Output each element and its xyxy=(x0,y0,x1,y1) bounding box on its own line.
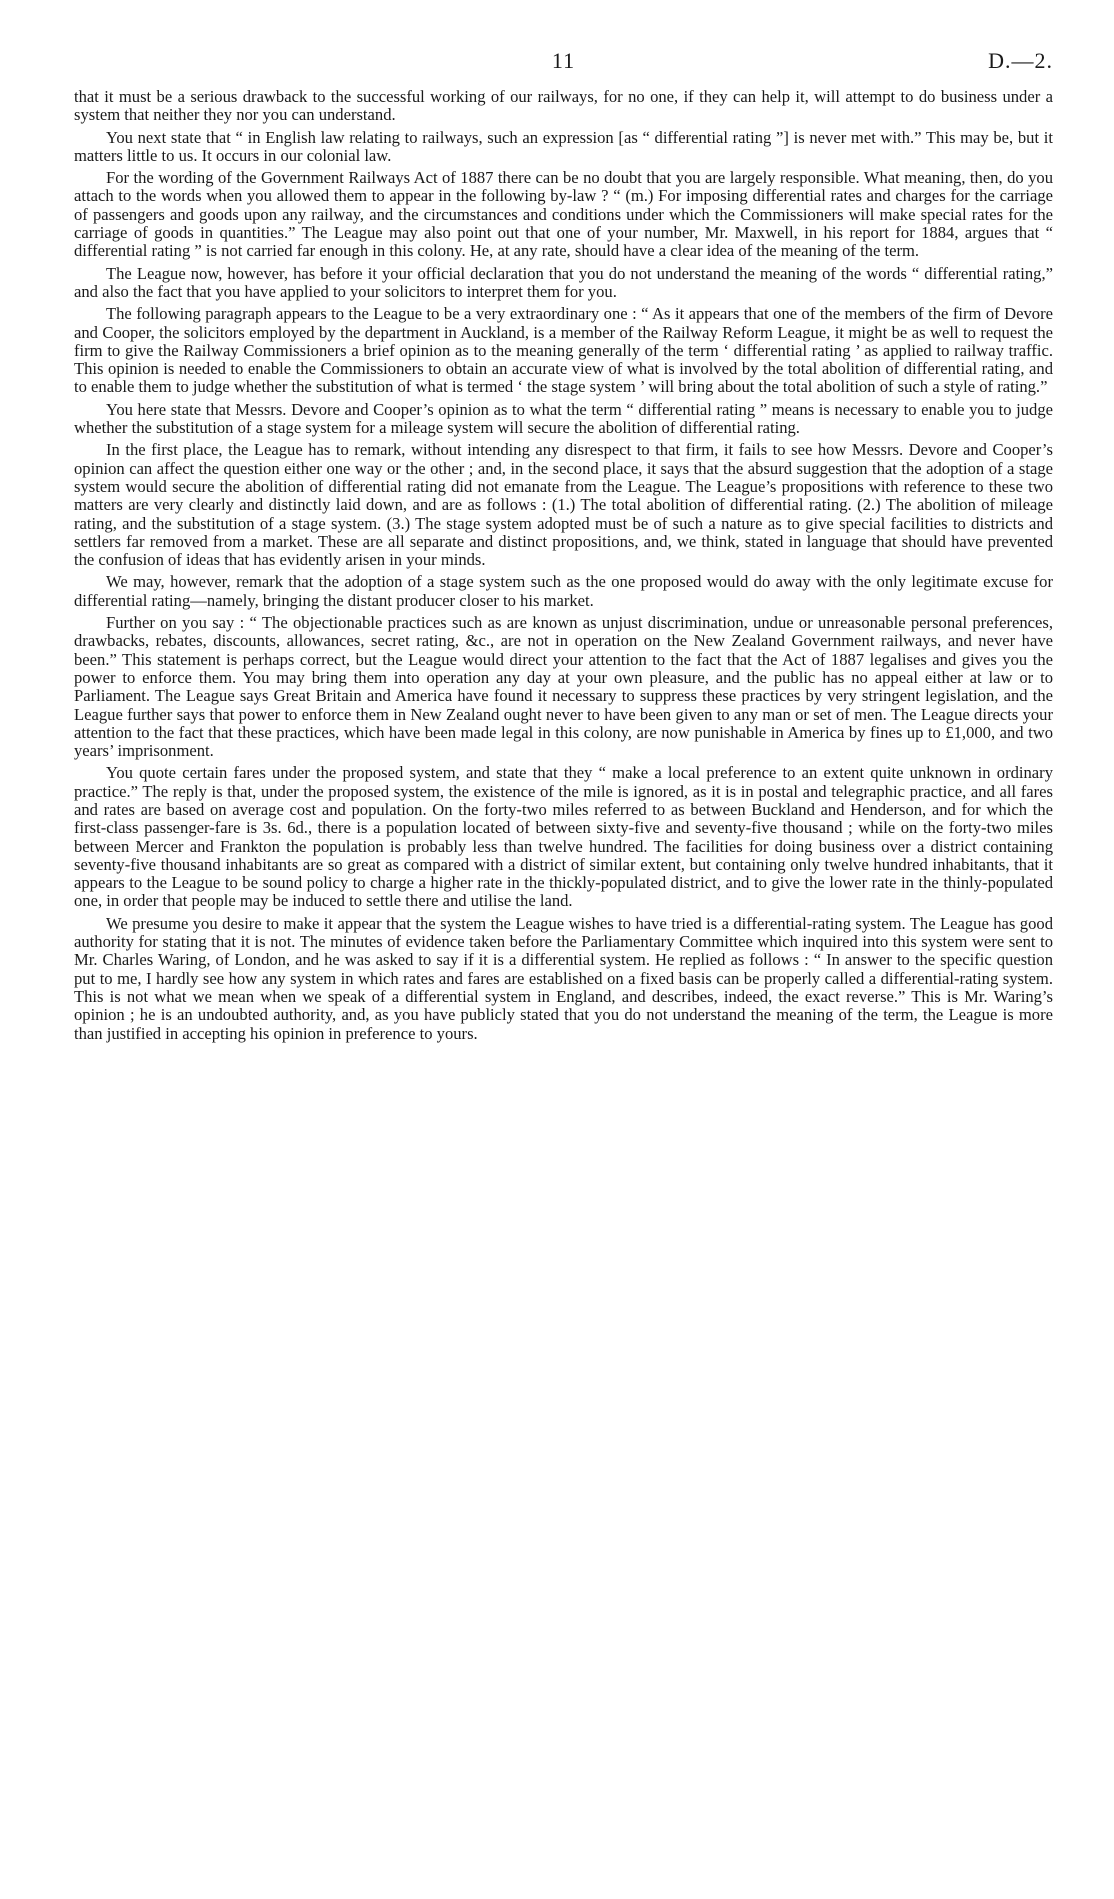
document-reference: D.—2. xyxy=(988,48,1053,73)
page-header xyxy=(74,48,1053,88)
paragraph: You quote certain fares under the proposed system, and state that they “ make a local preference to an extent quite unknown in ordinary practice.” The reply is that, under the proposed system, the existence of the mile is ignored, as it is in postal and telegraphic practice, and all fares and rates are based on average cost and population. On the forty-two miles referred to as between Buckland and Henderson, and for which the first-class passenger-fare is 3s. 6d., there is a population located of between sixty-five and seventy-five thousand ; while on the forty-two miles between Mercer and Frankton the population is probably less than twelve hundred. The facilities for doing business over a district containing seventy-five thousand inhabitants are so great as compared with a district of similar extent, but containing only twelve hundred inhabitants, that it appears to the League to be sound policy to charge a higher rate in the thickly-populated district, and to give the lower rate in the thinly-populated one, in order that people may be induced to settle there and utilise the land. xyxy=(74,763,1053,911)
paragraph: Further on you say : “ The objectionable practices such as are known as unjust discrimination, undue or unreasonable personal preferences, drawbacks, rebates, discounts, allowances, secret rating, &c., are not in operation on the New Zealand Government railways, and never have been.” This statement is perhaps correct, but the League would direct your attention to the fact that the Act of 1887 legalises and gives you the power to enforce them. You may bring them into operation any day at your own pleasure, and the public has no appeal either at law or to Parliament. The League says Great Britain and America have found it necessary to suppress these practices by very stringent legislation, and the League further says that power to enforce them in New Zealand ought never to have been given to any man or set of men. The League directs your attention to the fact that these practices, which have been made legal in this colony, are now punishable in America by fines up to £1,000, and two years’ imprisonment. xyxy=(74,613,1053,761)
body-text xyxy=(74,88,1053,1043)
paragraph: In the first place, the League has to remark, without intending any disrespect to that firm, it fails to see how Messrs. Devore and Cooper’s opinion can affect the question either one way or the other ; and, in the second place, it says that the absurd suggestion that the adoption of a stage system would secure the abolition of differential rating did not emanate from the League. The League’s propositions with reference to these two matters are very clearly and distinctly laid down, and are as follows : (1.) The total abolition of differential rating. (2.) The abolition of mileage rating, and the substitution of a stage system. (3.) The stage system adopted must be of such a nature as to give special facilities to districts and settlers far removed from a market. These are all separate and distinct propositions, and, we think, stated in language that should have prevented the confusion of ideas that has evidently arisen in your minds. xyxy=(74,440,1053,570)
paragraph: The League now, however, has before it your official declaration that you do not understand the meaning of the words “ differential rating,” and also the fact that you have applied to your solicitors to interpret them for you. xyxy=(74,263,1053,301)
paragraph: We may, however, remark that the adoption of a stage system such as the one proposed would do away with the only legitimate excuse for differential rating—namely, bringing the distant producer closer to his market. xyxy=(74,572,1053,610)
paragraph: You next state that “ in English law relating to railways, such an expression [as “ differential rating ”] is never met with.” This may be, but it matters little to us. It occurs in our colonial law. xyxy=(74,127,1053,165)
paragraph: The following paragraph appears to the League to be a very extraordinary one : “ As it appears that one of the members of the firm of Devore and Cooper, the solicitors employed by the department in Auckland, is a member of the Railway Reform League, it might be as well to request the firm to give the Railway Commissioners a brief opinion as to the meaning generally of the term ‘ differential rating ’ as applied to railway traffic. This opinion is needed to enable the Commissioners to obtain an accurate view of what is involved by the total abolition of differential rating, and to enable them to judge whether the substitution of what is termed ‘ the stage system ’ will bring about the total abolition of such a style of rating.” xyxy=(74,304,1053,397)
paragraph: that it must be a serious drawback to the successful working of our railways, for no one, if they can help it, will attempt to do business under a system that neither they nor you can understand. xyxy=(74,87,1053,125)
paragraph: For the wording of the Government Railways Act of 1887 there can be no doubt that you are largely responsible. What meaning, then, do you attach to the words when you allowed them to appear in the following by-law ? “ (m.) For imposing differential rates and charges for the carriage of passengers and goods upon any railway, and the circumstances and conditions under which the Commissioners will make special rates for the carriage of goods in quantities.” The League may also point out that one of your number, Mr. Maxwell, in his report for 1884, argues that “ differential rating ” is not carried far enough in this colony. He, at any rate, should have a clear idea of the meaning of the term. xyxy=(74,168,1053,261)
document-page xyxy=(74,48,1053,1047)
paragraph: We presume you desire to make it appear that the system the League wishes to have tried is a differential-rating system. The League has good authority for stating that it is not. The minutes of evidence taken before the Parliamentary Committee which inquired into this system were sent to Mr. Charles Waring, of London, and he was asked to say if it is a differential system. He replied as follows : “ In answer to the specific question put to me, I hardly see how any system in which rates and fares are established on a fixed basis can be properly called a differential-rating system. This is not what we mean when we speak of a differential system in England, and describes, indeed, the exact reverse.” This is Mr. Waring’s opinion ; he is an undoubted authority, and, as you have publicly stated that you do not understand the meaning of the term, the League is more than justified in accepting his opinion in preference to yours. xyxy=(74,913,1053,1043)
page-number: 11 xyxy=(551,48,576,73)
paragraph: You here state that Messrs. Devore and Cooper’s opinion as to what the term “ differential rating ” means is necessary to enable you to judge whether the substitution of a stage system for a mileage system will secure the abolition of differential rating. xyxy=(74,399,1053,438)
